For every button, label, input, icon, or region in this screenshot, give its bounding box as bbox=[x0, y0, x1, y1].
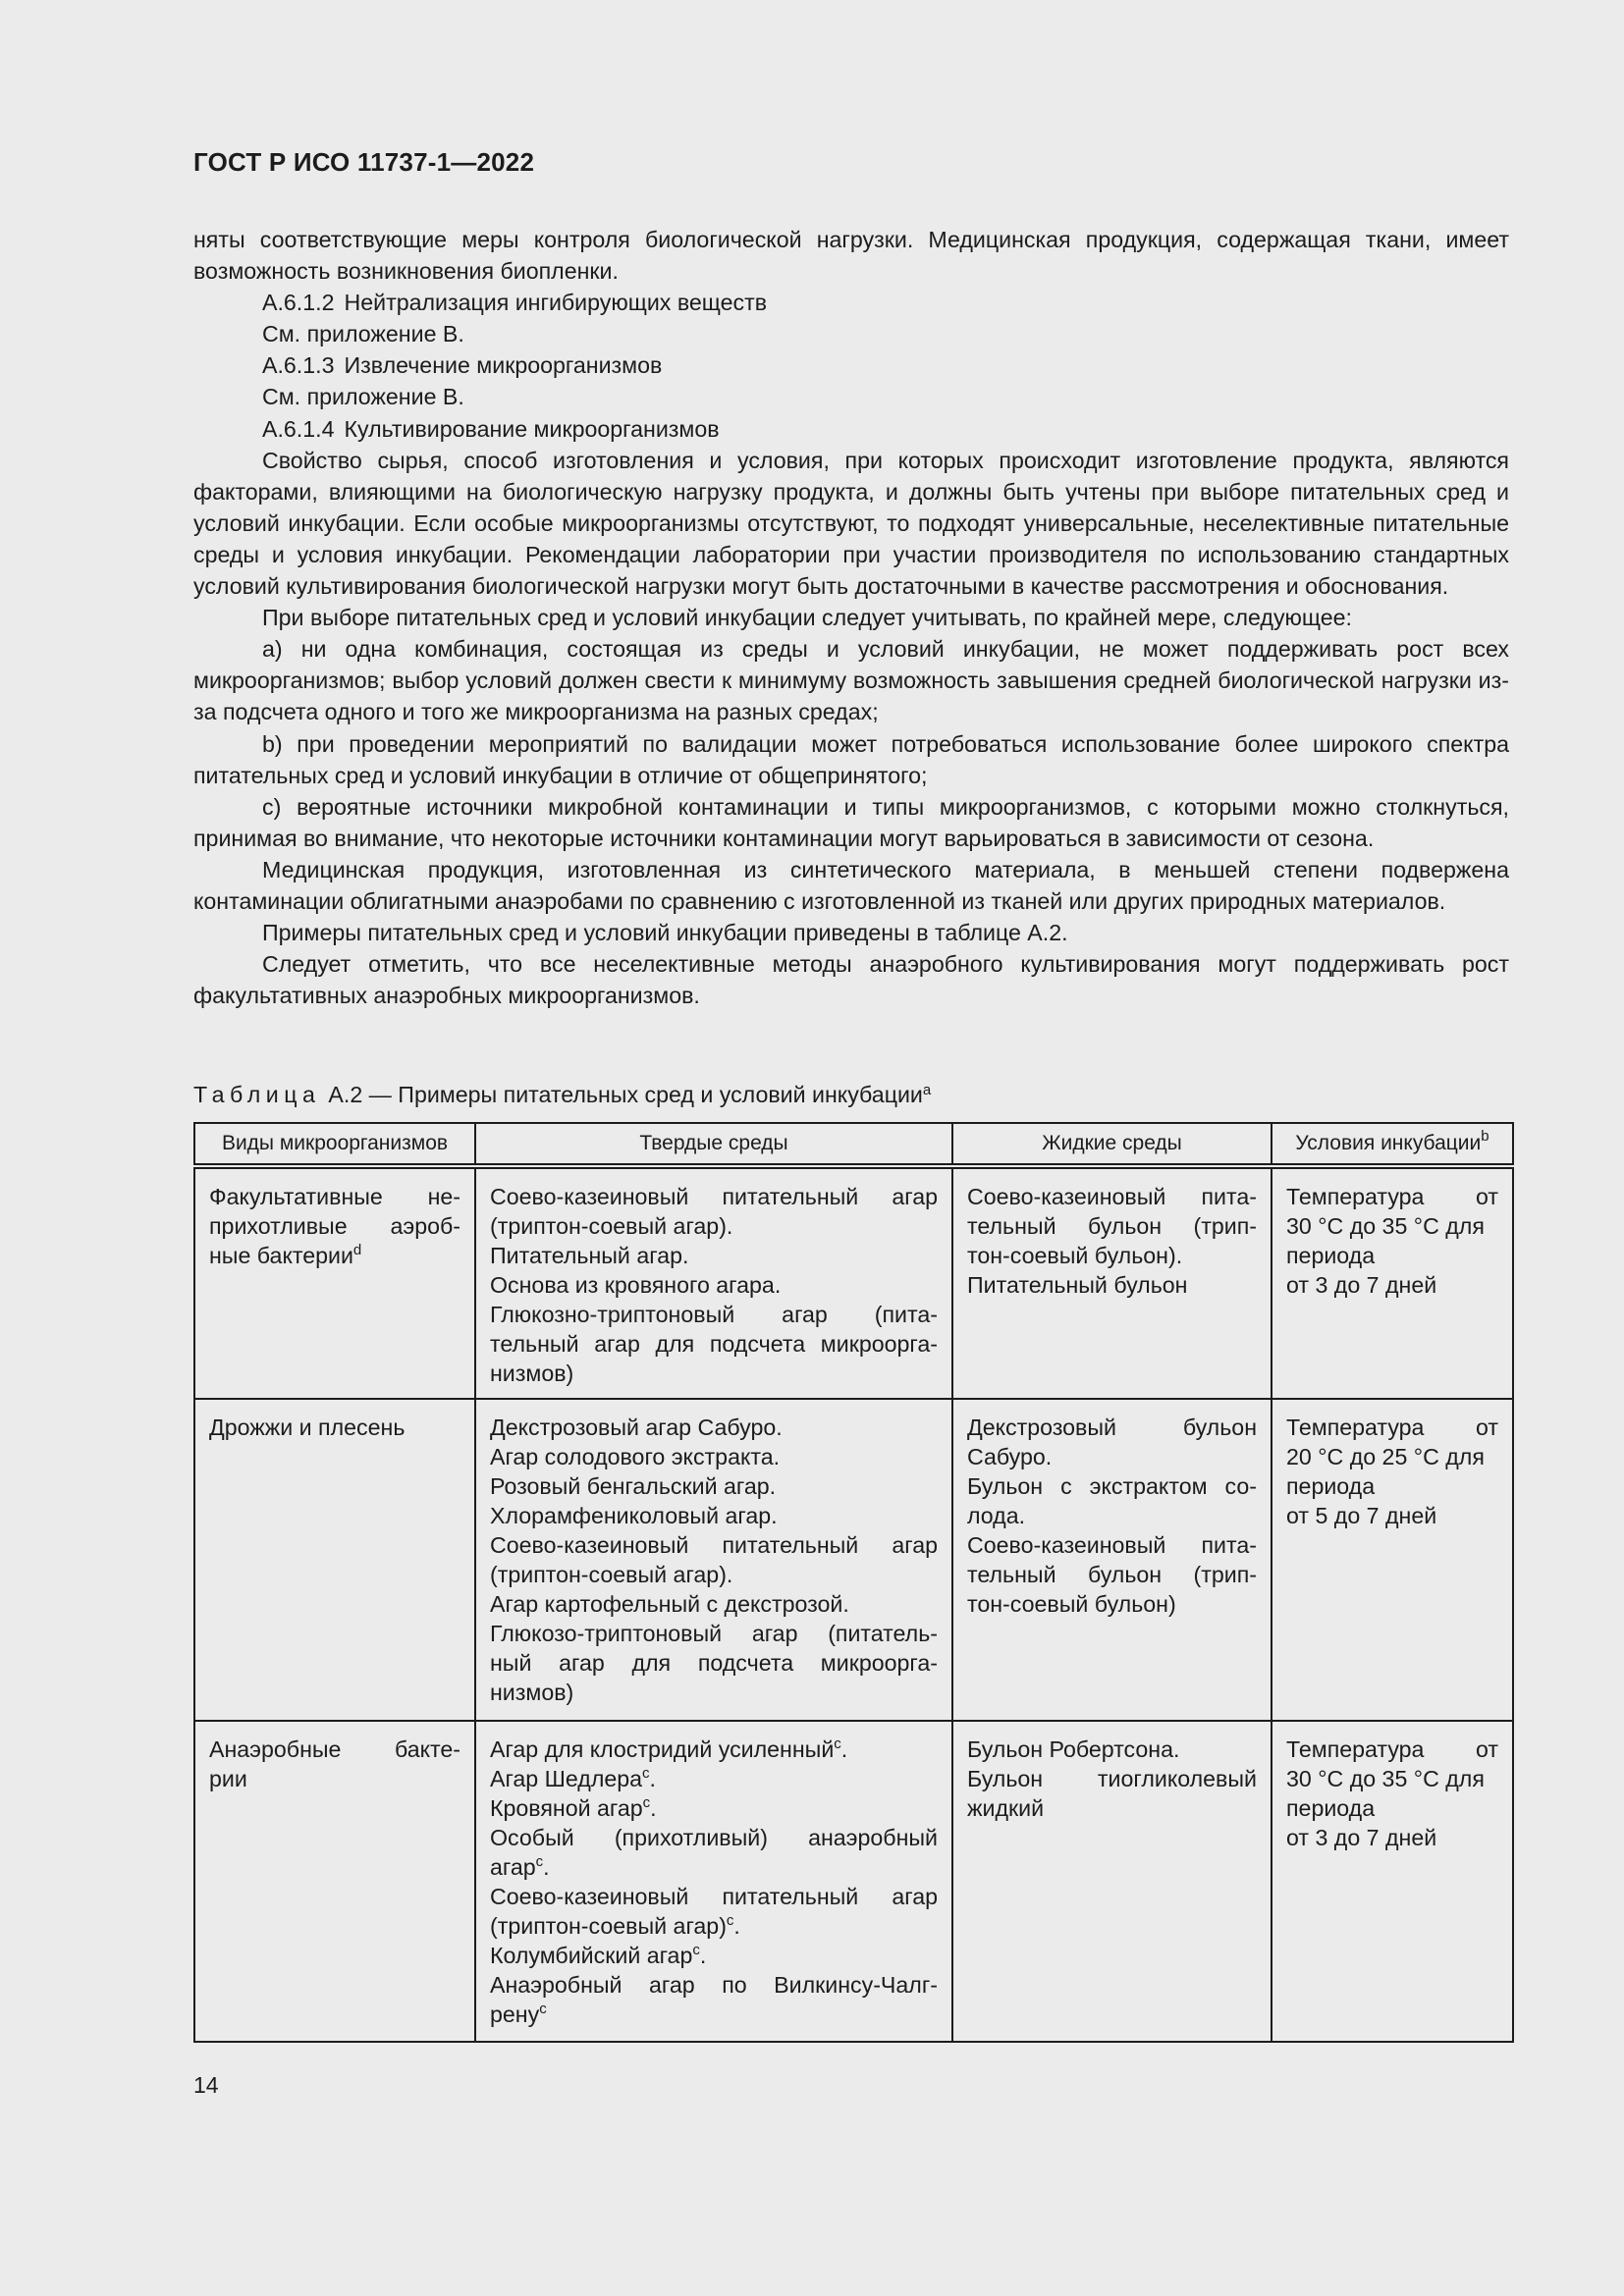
cell-line bbox=[967, 1270, 1257, 1300]
cell-line bbox=[490, 1300, 938, 1329]
document-header: ГОСТ Р ИСО 11737-1—2022 bbox=[193, 147, 535, 177]
cell-line bbox=[490, 1359, 938, 1388]
footnote-mark: a bbox=[922, 1082, 932, 1098]
cell-line-text: лода. bbox=[967, 1503, 1026, 1528]
table-row bbox=[194, 1399, 1513, 1721]
cell-line-text: Основа из кровяного агара. bbox=[490, 1272, 782, 1298]
cell-line bbox=[967, 1530, 1257, 1560]
cell-line bbox=[209, 1182, 460, 1211]
column-header bbox=[1272, 1123, 1513, 1166]
cell-line bbox=[490, 1648, 938, 1678]
cell-line bbox=[967, 1241, 1257, 1270]
cell-line bbox=[967, 1471, 1257, 1501]
cell-line-text: Сабуро. bbox=[967, 1444, 1053, 1469]
cell-line-text: агар bbox=[490, 1854, 536, 1880]
cell-line-text: низмов) bbox=[490, 1680, 574, 1705]
cell-line bbox=[490, 1911, 938, 1941]
cell-line bbox=[209, 1735, 460, 1764]
cell-line-text: Глюкозно-триптоновый агар (пита- bbox=[490, 1302, 938, 1327]
body-text bbox=[193, 224, 1509, 1011]
section-number: А.6.1.4 bbox=[262, 415, 335, 442]
table-row bbox=[194, 1166, 1513, 1399]
cell-line-text: низмов) bbox=[490, 1361, 574, 1386]
cell-line bbox=[490, 1735, 938, 1764]
cell-line bbox=[1286, 1182, 1498, 1211]
punctuation: . bbox=[699, 1943, 707, 1968]
paragraph: См. приложение В. bbox=[262, 321, 464, 347]
cell-line bbox=[1286, 1241, 1498, 1270]
organism-cell bbox=[194, 1166, 475, 1399]
cell-line-text: Дрожжи и плесень bbox=[209, 1415, 406, 1440]
conditions-cell bbox=[1272, 1166, 1513, 1399]
page-number: 14 bbox=[193, 2072, 219, 2098]
solid-media-cell bbox=[475, 1721, 952, 2042]
cell-line-text: Соево-казеиновый питательный агар bbox=[490, 1532, 938, 1558]
cell-line bbox=[490, 1823, 938, 1852]
cell-line-text: Кровяной агар bbox=[490, 1795, 643, 1821]
paragraph: Свойство сырья, способ изготовления и условия, при которых происходит изготовление продукта, являются факторами, влияющими на биологическую нагрузку продукта, и должны быть учтены при выборе питательных сред и условий инкубации. Если особые микроорганизмы отсутствуют, то подходят универсальные, неселективные питательные среды и условия инкубации. Рекомендации лаборатории при участии производителя по использованию стандартных условий культивирования биологической нагрузки могут быть достаточными в качестве рассмотрения и обоснования. bbox=[193, 447, 1509, 600]
footnote-mark: c bbox=[535, 1853, 544, 1870]
cell-line-text: Соево-казеиновый пита- bbox=[967, 1184, 1257, 1209]
cell-line-text: рену bbox=[490, 2002, 540, 2027]
cell-line bbox=[490, 1501, 938, 1530]
cell-line-text: тон-соевый бульон) bbox=[967, 1591, 1176, 1617]
cell-line bbox=[490, 1941, 938, 1970]
list-item bbox=[193, 728, 1509, 791]
section-title: Культивирование микроорганизмов bbox=[344, 415, 720, 442]
cell-line-text: Температура от bbox=[1286, 1184, 1498, 1209]
column-header: Твердые среды bbox=[475, 1123, 952, 1166]
cell-line-text: тельный бульон (трип- bbox=[967, 1213, 1257, 1239]
media-table bbox=[193, 1122, 1514, 2043]
paragraph: При выборе питательных сред и условий инкубации следует учитывать, по крайней мере, следующее: bbox=[262, 605, 1352, 631]
cell-line-text: Декстрозовый бульон bbox=[967, 1415, 1257, 1440]
cell-line bbox=[490, 1852, 938, 1882]
cell-line bbox=[1286, 1823, 1498, 1852]
cell-line bbox=[209, 1211, 460, 1241]
cell-line-text: ный агар для подсчета микроорга- bbox=[490, 1650, 938, 1676]
cell-line bbox=[490, 2000, 938, 2029]
cell-line-text: Особый (прихотливый) анаэробный bbox=[490, 1825, 938, 1850]
cell-line-text: тельный агар для подсчета микроорга- bbox=[490, 1331, 938, 1357]
footnote-mark: c bbox=[642, 1765, 650, 1782]
footnote-mark: c bbox=[834, 1735, 841, 1752]
cell-line-text: Декстрозовый агар Сабуро. bbox=[490, 1415, 783, 1440]
cell-line-text: тон-соевый бульон). bbox=[967, 1243, 1183, 1268]
cell-line-text: (триптон-соевый агар). bbox=[490, 1562, 733, 1587]
cell-line bbox=[1286, 1413, 1498, 1442]
liquid-media-cell bbox=[952, 1721, 1272, 2042]
section-title: Извлечение микроорганизмов bbox=[344, 352, 663, 379]
cell-line-text: Температура от bbox=[1286, 1736, 1498, 1762]
cell-line-text: Анаэробный агар по Вилкинсу-Чалг- bbox=[490, 1972, 938, 1998]
cell-line-text: Соево-казеиновый питательный агар bbox=[490, 1884, 938, 1909]
cell-line bbox=[967, 1589, 1257, 1619]
cell-line-text: Бульон тиогликолевый bbox=[967, 1766, 1257, 1791]
cell-line-text: Питательный агар. bbox=[490, 1243, 689, 1268]
section-number: А.6.1.3 bbox=[262, 352, 335, 379]
column-header: Жидкие среды bbox=[952, 1123, 1272, 1166]
cell-line-text: 30 °С до 35 °С для bbox=[1286, 1213, 1485, 1239]
list-item bbox=[193, 791, 1509, 854]
section-title: Нейтрализация ингибирующих веществ bbox=[344, 290, 768, 316]
cell-line bbox=[209, 1241, 460, 1270]
conditions-cell bbox=[1272, 1399, 1513, 1721]
list-item bbox=[193, 633, 1509, 727]
cell-line bbox=[1286, 1735, 1498, 1764]
cell-line bbox=[490, 1413, 938, 1442]
footnote-mark: b bbox=[1481, 1128, 1489, 1145]
cell-line bbox=[490, 1560, 938, 1589]
cell-line bbox=[490, 1678, 938, 1707]
column-header: Виды микроорганизмов bbox=[194, 1123, 475, 1166]
liquid-media-cell bbox=[952, 1399, 1272, 1721]
cell-line-text: Розовый бенгальский агар. bbox=[490, 1473, 777, 1499]
paragraph: Примеры питательных сред и условий инкубации приведены в таблице А.2. bbox=[262, 920, 1068, 946]
cell-line-text: периода bbox=[1286, 1795, 1376, 1821]
cell-line-text: ные бактерии bbox=[209, 1243, 353, 1268]
cell-line-text: Колумбийский агар bbox=[490, 1943, 693, 1968]
liquid-media-cell bbox=[952, 1166, 1272, 1399]
list-text: при проведении мероприятий по валидации может потребоваться использование более широкого спектра питательных сред и условий инкубации в отличие от общепринятого; bbox=[193, 730, 1510, 788]
footnote-mark: d bbox=[352, 1242, 362, 1258]
cell-line bbox=[967, 1501, 1257, 1530]
cell-line bbox=[490, 1442, 938, 1471]
cell-line bbox=[490, 1241, 938, 1270]
cell-line bbox=[490, 1471, 938, 1501]
cell-line bbox=[490, 1970, 938, 2000]
cell-line-text: Глюкозо-триптоновый агар (питатель- bbox=[490, 1621, 938, 1646]
organism-cell bbox=[194, 1399, 475, 1721]
cell-line-text: Соево-казеиновый пита- bbox=[967, 1532, 1257, 1558]
cell-line bbox=[490, 1270, 938, 1300]
section-heading bbox=[193, 413, 1509, 445]
cell-line-text: периода bbox=[1286, 1473, 1376, 1499]
footnote-mark: c bbox=[539, 2001, 547, 2017]
footnote-mark: c bbox=[726, 1912, 734, 1929]
cell-line bbox=[1286, 1270, 1498, 1300]
paragraph: Медицинская продукция, изготовленная из синтетического материала, в меньшей степени подвержена контаминации облигатными анаэробами по сравнению с изготовленной из тканей или других природных материалов. bbox=[193, 856, 1509, 914]
cell-line-text: Температура от bbox=[1286, 1415, 1498, 1440]
table-body bbox=[194, 1166, 1513, 2042]
list-text: вероятные источники микробной контаминации и типы микроорганизмов, с которыми можно столкнуться, принимая во внимание, что некоторые источники контаминации могут варьироваться в зависимости от сезона. bbox=[193, 793, 1509, 851]
cell-line-text: Хлорамфениколовый агар. bbox=[490, 1503, 778, 1528]
cell-line-text: Соево-казеиновый питательный агар bbox=[490, 1184, 938, 1209]
cell-line bbox=[490, 1182, 938, 1211]
cell-line-text: Факультативные не- bbox=[209, 1184, 460, 1209]
conditions-cell bbox=[1272, 1721, 1513, 2042]
section-heading bbox=[193, 287, 1509, 318]
cell-line-text: 20 °С до 25 °С для bbox=[1286, 1444, 1485, 1469]
cell-line bbox=[1286, 1501, 1498, 1530]
cell-line bbox=[1286, 1793, 1498, 1823]
cell-line-text: Анаэробные бакте- bbox=[209, 1736, 460, 1762]
cell-line-text: (триптон-соевый агар) bbox=[490, 1913, 727, 1939]
cell-line-text: Бульон с экстрактом со- bbox=[967, 1473, 1257, 1499]
paragraph: Следует отметить, что все неселективные методы анаэробного культивирования могут поддерживать рост факультативных анаэробных микроорганизмов. bbox=[193, 951, 1509, 1009]
cell-line-text: (триптон-соевый агар). bbox=[490, 1213, 733, 1239]
cell-line bbox=[967, 1735, 1257, 1764]
cell-line-text: от 5 до 7 дней bbox=[1286, 1503, 1437, 1528]
punctuation: . bbox=[649, 1766, 656, 1791]
cell-line bbox=[1286, 1471, 1498, 1501]
punctuation: . bbox=[733, 1913, 740, 1939]
footnote-mark: c bbox=[642, 1794, 651, 1811]
cell-line-text: Бульон Робертсона. bbox=[967, 1736, 1180, 1762]
cell-line bbox=[967, 1211, 1257, 1241]
section-number: А.6.1.2 bbox=[262, 290, 335, 316]
cell-line bbox=[967, 1182, 1257, 1211]
cell-line bbox=[1286, 1211, 1498, 1241]
table-header-row bbox=[194, 1123, 1513, 1166]
cell-line-text: Питательный бульон bbox=[967, 1272, 1188, 1298]
cell-line bbox=[1286, 1764, 1498, 1793]
punctuation: . bbox=[650, 1795, 657, 1821]
cell-line-text: Агар солодового экстракта. bbox=[490, 1444, 781, 1469]
table-caption-word: Таблица bbox=[193, 1082, 321, 1107]
cell-line bbox=[490, 1530, 938, 1560]
cell-line-text: Агар картофельный с декстрозой. bbox=[490, 1591, 849, 1617]
table-caption bbox=[193, 1079, 931, 1114]
punctuation: . bbox=[840, 1736, 848, 1762]
cell-line bbox=[490, 1882, 938, 1911]
list-marker: c) bbox=[262, 793, 282, 820]
cell-line-text: от 3 до 7 дней bbox=[1286, 1825, 1437, 1850]
cell-line-text: периода bbox=[1286, 1243, 1376, 1268]
column-header-label: Условия инкубации bbox=[1295, 1132, 1482, 1154]
solid-media-cell bbox=[475, 1166, 952, 1399]
list-marker: a) bbox=[262, 636, 283, 663]
cell-line bbox=[490, 1793, 938, 1823]
organism-cell bbox=[194, 1721, 475, 2042]
cell-line bbox=[490, 1619, 938, 1648]
table-caption-text: А.2 — Примеры питательных сред и условий инкубации bbox=[328, 1082, 923, 1107]
paragraph: См. приложение В. bbox=[262, 384, 464, 410]
cell-line bbox=[967, 1793, 1257, 1823]
cell-line bbox=[967, 1560, 1257, 1589]
paragraph: няты соответствующие меры контроля биологической нагрузки. Медицинская продукция, содержащая ткани, имеет возможность возникновения биопленки. bbox=[193, 227, 1509, 285]
footnote-mark: c bbox=[692, 1942, 700, 1958]
cell-line bbox=[1286, 1442, 1498, 1471]
cell-line-text: от 3 до 7 дней bbox=[1286, 1272, 1437, 1298]
cell-line bbox=[209, 1764, 460, 1793]
section-heading bbox=[193, 349, 1509, 381]
cell-line bbox=[490, 1764, 938, 1793]
cell-line-text: Агар для клостридий усиленный bbox=[490, 1736, 835, 1762]
cell-line-text: жидкий bbox=[967, 1795, 1045, 1821]
cell-line bbox=[967, 1764, 1257, 1793]
list-marker: b) bbox=[262, 730, 283, 757]
cell-line bbox=[490, 1329, 938, 1359]
cell-line-text: Агар Шедлера bbox=[490, 1766, 643, 1791]
cell-line bbox=[967, 1442, 1257, 1471]
cell-line bbox=[209, 1413, 460, 1442]
cell-line-text: рии bbox=[209, 1766, 247, 1791]
cell-line-text: тельный бульон (трип- bbox=[967, 1562, 1257, 1587]
cell-line-text: прихотливые аэроб- bbox=[209, 1213, 460, 1239]
punctuation: . bbox=[543, 1854, 550, 1880]
table-row bbox=[194, 1721, 1513, 2042]
list-text: ни одна комбинация, состоящая из среды и условий инкубации, не может поддерживать рост всех микроорганизмов; выбор условий должен свести к минимуму возможность завышения средней биологической нагрузки из-за подсчета одного и того же микроорганизма на разных средах; bbox=[193, 636, 1509, 725]
cell-line bbox=[490, 1589, 938, 1619]
cell-line bbox=[490, 1211, 938, 1241]
cell-line-text: 30 °С до 35 °С для bbox=[1286, 1766, 1485, 1791]
cell-line bbox=[967, 1413, 1257, 1442]
solid-media-cell bbox=[475, 1399, 952, 1721]
